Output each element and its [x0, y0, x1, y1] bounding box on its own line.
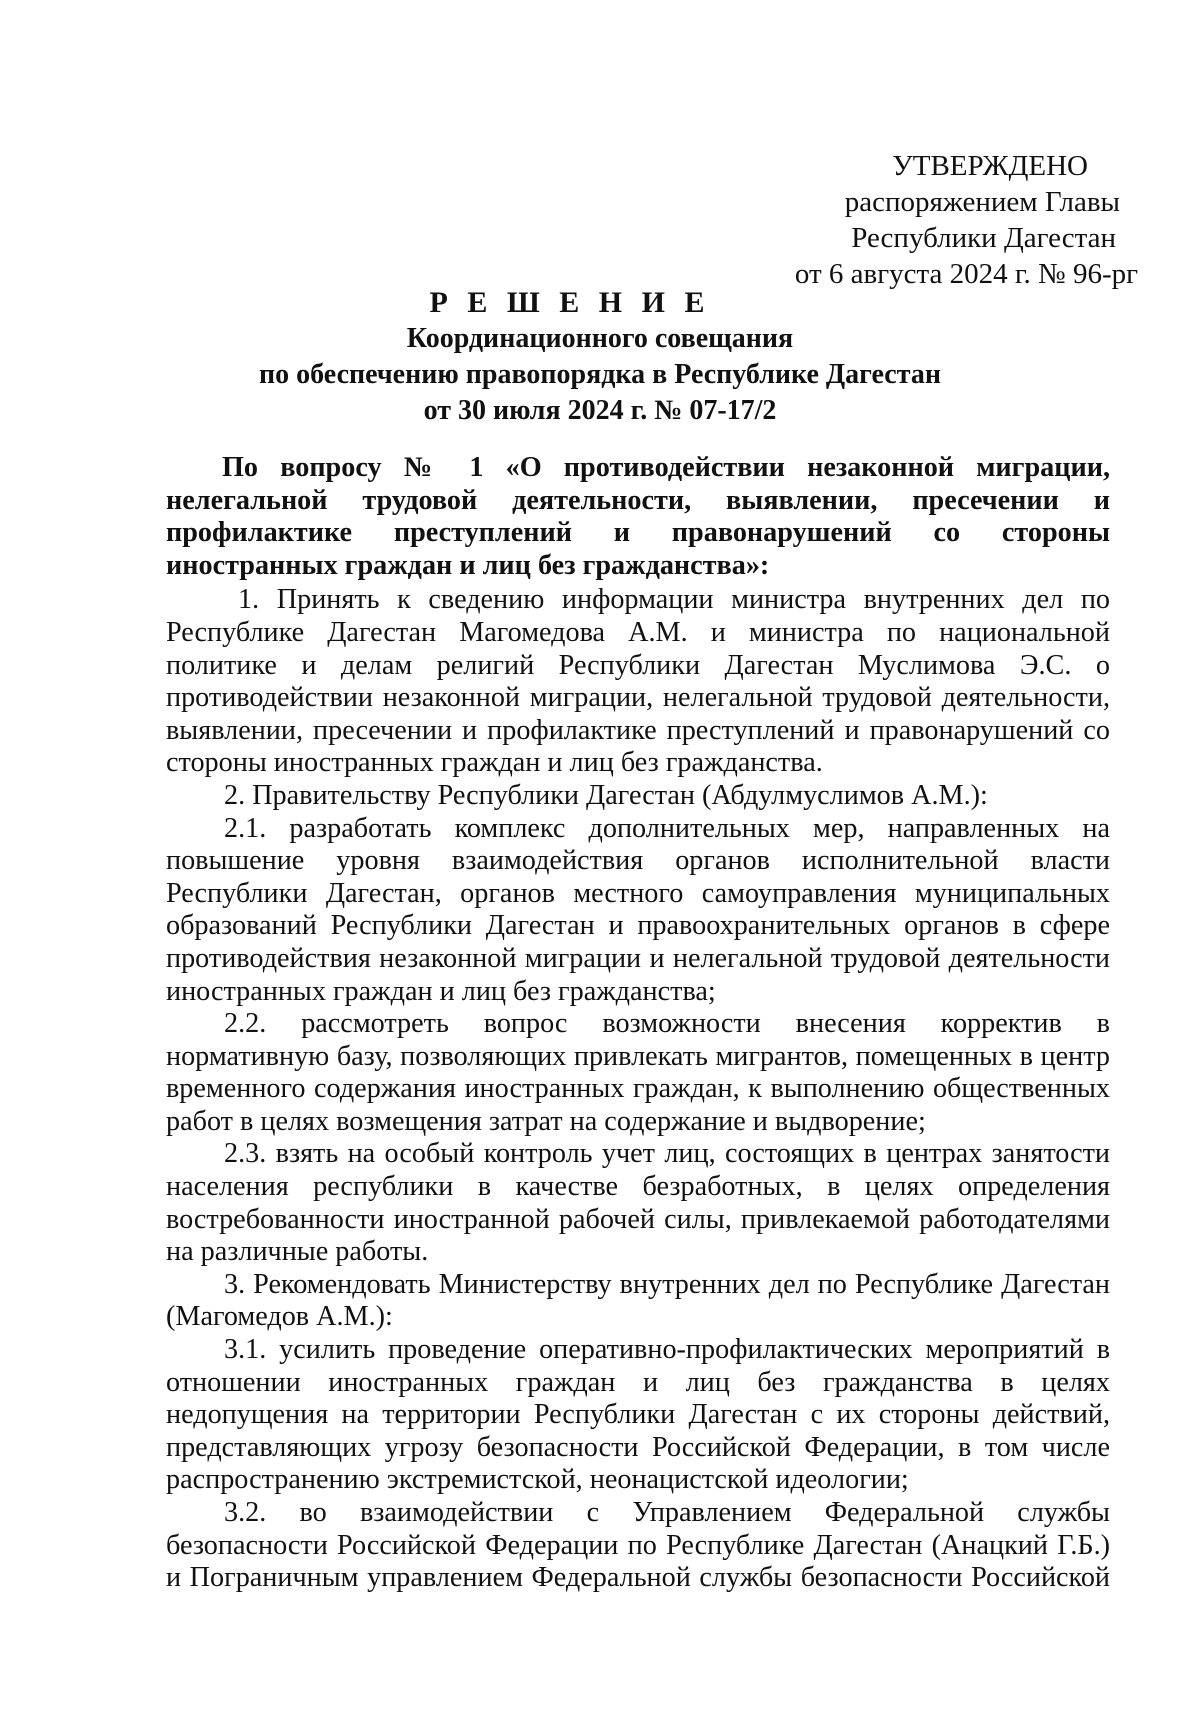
approval-stamp: [700, 148, 1138, 292]
heading-line: по обеспечению правопорядка в Республике Дагестан: [259, 359, 941, 390]
list-item: 3. Рекомендовать Министерству внутренних дел по Республике Дагестан (Магомедов А.М.):: [166, 1268, 1110, 1333]
list-item: 1. Принять к сведению информации министра внутренних дел по Республике Дагестан Магомедова А.М. и министра по национальной политике и делам религий Республики Дагестан Муслимова Э.С. о противодействии незаконной миграции, нелегальной трудовой деятельности, выявлении, пресечении и профилактике преступлений и правонарушений со стороны иностранных граждан и лиц без гражданства.: [166, 584, 1110, 779]
list-item: 3.1. усилить проведение оперативно-профилактических мероприятий в отношении иностранных граждан и лиц без гражданства в целях недопущения на территории Республики Дагестан с их стороны действий, представляющих угрозу безопасности Российской Федерации, в том числе распространению экстремистской, неонацистской идеологии;: [166, 1334, 1110, 1496]
approval-title: УТВЕРЖДЕНО: [892, 150, 1088, 182]
approval-line: Республики Дагестан: [851, 222, 1116, 254]
list-item: 2.2. рассмотреть вопрос возможности внесения корректив в нормативную базу, позволяющих привлекать мигрантов, помещенных в центр временного содержания иностранных граждан, к выполнению общественных работ в целях возмещения затрат на содержание и выдворение;: [166, 1008, 1110, 1137]
document-heading: [160, 285, 1040, 429]
list-item: 2.1. разработать комплекс дополнительных мер, направленных на повышение уровня взаимодействия органов исполнительной власти Республики Дагестан, органов местного самоуправления муниципальных образований Республики Дагестан и правоохранительных органов в сфере противодействия незаконной миграции и нелегальной трудовой деятельности иностранных граждан и лиц без гражданства;: [166, 812, 1110, 1007]
list-item: 2. Правительству Республики Дагестан (Абдулмуслимов А.М.):: [224, 779, 988, 811]
question-paragraph: По вопросу № 1 «О противодействии незаконной миграции, нелегальной трудовой деятельности, выявлении, пресечении и профилактике преступлений и правонарушений со стороны иностранных граждан и лиц без гражданства»:: [166, 452, 1110, 581]
list-item: 2.3. взять на особый контроль учет лиц, состоящих в центрах занятости населения республики в качестве безработных, в целях определения востребованности иностранной рабочей силы, привлекаемой работодателями на различные работы.: [166, 1138, 1110, 1268]
approval-date: от 6 августа 2024 г. № 96-рг: [794, 258, 1138, 290]
document-body: [166, 452, 1110, 1595]
heading-date: от 30 июля 2024 г. № 07-17/2: [423, 395, 777, 426]
heading-line: Координационного совещания: [406, 323, 794, 354]
approval-line: распоряжением Главы: [844, 186, 1120, 218]
document-title: Р Е Ш Е Н И Е: [429, 286, 711, 319]
list-item: 3.2. во взаимодействии с Управлением Федеральной службы безопасности Российской Федерации по Республике Дагестан (Анацкий Г.Б.) и Пограничным управлением Федеральной службы безопасности Российской: [166, 1497, 1110, 1594]
